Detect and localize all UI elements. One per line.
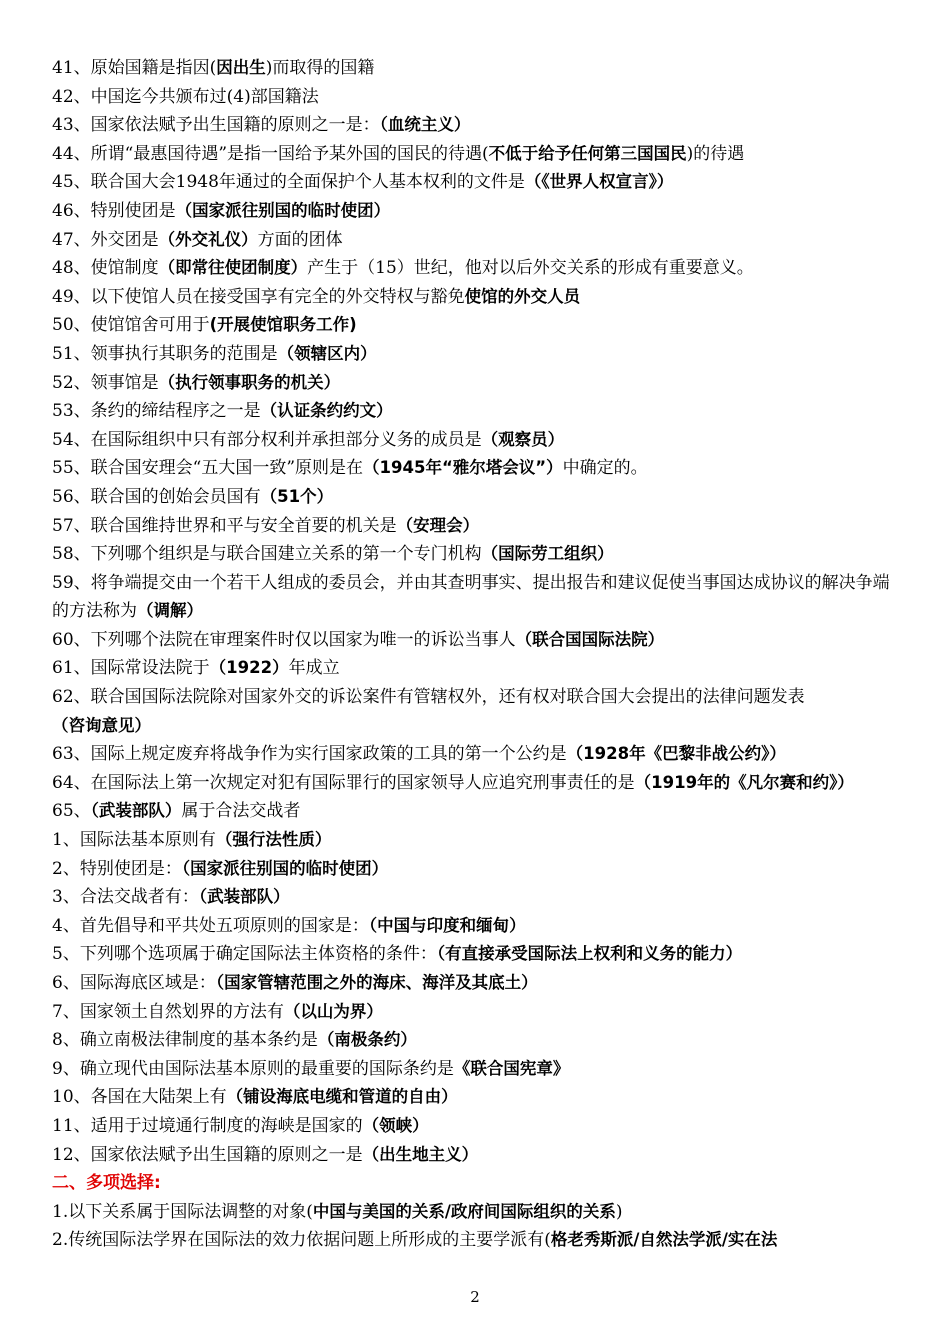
question-text: 1.以下关系属于国际法调整的对象(	[52, 1201, 313, 1222]
question-line	[52, 769, 900, 798]
question-line	[52, 1226, 900, 1255]
question-text: 44、所谓“最惠国待遇”是指一国给予某外国的国民的待遇(	[52, 143, 489, 164]
question-text: 6、国际海底区域是：	[52, 973, 216, 993]
question-line	[52, 140, 900, 169]
question-text: 49、以下使馆人员在接受国享有完全的外交特权与豁免	[52, 286, 465, 307]
answer-text: （《世界人权宣言》）	[524, 172, 674, 192]
answer-text: （1922）	[209, 658, 289, 678]
answer-text: （认证条约约文）	[260, 401, 393, 421]
question-line	[52, 683, 900, 740]
question-line	[52, 226, 900, 255]
answer-text: 《联合国宪章》	[453, 1058, 570, 1078]
question-text: 1、国际法基本原则有	[52, 830, 216, 851]
answer-text: （武装部队）	[198, 887, 290, 907]
question-line	[52, 426, 900, 455]
question-text: 47、外交团是	[52, 229, 159, 250]
question-text: 54、在国际组织中只有部分权利并承担部分义务的成员是	[52, 429, 482, 450]
question-text: 43、国家依法赋予出生国籍的原则之一是：	[52, 115, 380, 136]
question-line	[52, 883, 900, 912]
question-text: 12、国家依法赋予出生国籍的原则之一是	[52, 1144, 363, 1165]
question-line	[52, 998, 900, 1027]
question-text: 64、在国际法上第一次规定对犯有国际罪行的国家领导人应追究刑事责任的是	[52, 772, 635, 793]
answer-text: （国家派往别国的临时使团）	[175, 200, 391, 220]
question-line	[52, 340, 900, 369]
question-line	[52, 283, 900, 312]
answer-text: （1928年《巴黎非战公约》）	[566, 744, 786, 764]
answer-text: 因出生	[216, 58, 266, 77]
answer-text: （强行法性质）	[215, 830, 332, 850]
question-line	[52, 168, 900, 197]
question-line	[52, 512, 900, 541]
question-text: 5、下列哪个选项属于确定国际法主体资格的条件：	[52, 944, 437, 965]
answer-text: （有直接承受国际法上权利和义务的能力）	[436, 944, 743, 964]
answer-text: （调解）	[137, 601, 203, 621]
question-text: 11、适用于过境通行制度的海峡是国家的	[52, 1115, 363, 1136]
question-text-suffix: )而取得的国籍	[265, 58, 375, 78]
question-text: 41、原始国籍是指因(	[52, 58, 217, 78]
question-line	[52, 311, 900, 340]
question-list	[52, 54, 900, 1169]
question-line	[52, 1198, 900, 1227]
answer-text: （外交礼仪）	[158, 229, 258, 249]
answer-text: （中国与印度和缅甸）	[368, 915, 526, 935]
question-line	[52, 197, 900, 226]
multiple-choice-list	[52, 1198, 900, 1255]
question-text: 55、联合国安理会“五大国一致”原则是在	[52, 458, 364, 479]
question-line	[52, 569, 900, 626]
question-text: 4、首先倡导和平共处五项原则的国家是：	[52, 915, 369, 936]
question-text: 10、各国在大陆架上有	[52, 1087, 227, 1108]
question-text: 58、下列哪个组织是与联合国建立关系的第一个专门机构	[52, 544, 482, 565]
question-text-suffix: 属于合法交战者	[181, 801, 301, 822]
answer-text: （执行领事职务的机关）	[158, 372, 341, 392]
answer-text: （南极条约）	[317, 1030, 417, 1050]
answer-text: （血统主义）	[379, 115, 471, 135]
question-line	[52, 940, 900, 969]
answer-text: （安理会）	[396, 515, 480, 535]
question-line	[52, 369, 900, 398]
question-text: 45、联合国大会1948年通过的全面保护个人基本权利的文件是	[52, 172, 525, 193]
answer-text: （国际劳工组织）	[481, 544, 614, 564]
question-line	[52, 1112, 900, 1141]
question-line	[52, 397, 900, 426]
question-text: 60、下列哪个法院在审理案件时仅以国家为唯一的诉讼当事人	[52, 629, 516, 650]
question-line	[52, 54, 900, 83]
question-line	[52, 797, 900, 826]
question-text: 46、特别使团是	[52, 200, 176, 221]
question-text: 62、联合国国际法院除对国家外交的诉讼案件有管辖权外，还有权对联合国大会提出的法律问题发表	[52, 687, 805, 708]
question-text: 51、领事执行其职务的范围是	[52, 343, 278, 364]
question-line	[52, 1083, 900, 1112]
question-text: 59、将争端提交由一个若干人组成的委员会，并由其查明事实、提出报告和建议促使当事国达成协议的解决争端的方法称为	[52, 572, 890, 622]
answer-text: （铺设海底电缆和管道的自由）	[226, 1087, 458, 1107]
question-line	[52, 540, 900, 569]
answer-text: （1919年的《凡尔赛和约》）	[634, 772, 854, 792]
section-title-multiple-choice: 二、多项选择:	[52, 1173, 161, 1194]
answer-text: （国家管辖范围之外的海床、海洋及其底土）	[215, 973, 538, 992]
answer-text: （领辖区内）	[277, 343, 377, 363]
question-line	[52, 454, 900, 483]
answer-text: （咨询意见）	[52, 715, 151, 735]
answer-text: 使馆的外交人员	[464, 286, 581, 306]
answer-text: （观察员）	[481, 429, 565, 449]
answer-text: （1945年“雅尔塔会议”）	[363, 458, 563, 478]
answer-text: （领峡）	[362, 1115, 429, 1135]
question-line	[52, 83, 900, 112]
question-text-suffix: )	[615, 1201, 623, 1222]
answer-text: 中国与美国的关系/政府间国际组织的关系	[312, 1201, 616, 1221]
question-text-suffix: 方面的团体	[257, 229, 343, 250]
question-text: 9、确立现代由国际法基本原则的最重要的国际条约是	[52, 1058, 454, 1079]
question-text-suffix: )的待遇	[686, 143, 745, 164]
question-line	[52, 626, 900, 655]
answer-text: （出生地主义）	[362, 1144, 479, 1164]
answer-text: 格老秀斯派/自然法学派/实在法	[550, 1230, 778, 1250]
question-text-suffix: 年成立	[288, 658, 340, 679]
question-text: 48、使馆制度	[52, 258, 159, 279]
page-number: 2	[470, 1288, 480, 1306]
question-line	[52, 912, 900, 941]
question-line	[52, 826, 900, 855]
answer-text: （即常往使团制度）	[158, 258, 308, 278]
question-line	[52, 969, 900, 998]
document-page	[52, 54, 900, 1255]
question-line	[52, 740, 900, 769]
answer-text: (开展使馆职务工作)	[209, 315, 357, 335]
question-text-suffix: 产生于（15）世纪，他对以后外交关系的形成有重要意义。	[307, 258, 754, 279]
question-text: 56、联合国的创始会员国有	[52, 486, 261, 507]
question-text: 3、合法交战者有：	[52, 887, 199, 908]
question-text: 53、条约的缔结程序之一是	[52, 401, 261, 422]
question-text: 65、	[52, 801, 91, 822]
question-line	[52, 654, 900, 683]
question-text: 7、国家领土自然划界的方法有	[52, 1001, 284, 1022]
question-text: 52、领事馆是	[52, 372, 159, 393]
question-line	[52, 254, 900, 283]
question-text-suffix: 中确定的。	[562, 458, 648, 479]
answer-text: （联合国国际法院）	[515, 629, 665, 649]
question-text: 63、国际上规定废弃将战争作为实行国家政策的工具的第一个公约是	[52, 744, 567, 765]
question-text: 42、中国迄今共颁布过(4)部国籍法	[52, 86, 319, 107]
question-text: 8、确立南极法律制度的基本条约是	[52, 1030, 318, 1051]
question-line	[52, 483, 900, 512]
question-line	[52, 1141, 900, 1170]
answer-text: （51个）	[260, 486, 334, 506]
question-line	[52, 111, 900, 140]
question-text: 2.传统国际法学界在国际法的效力依据问题上所形成的主要学派有(	[52, 1230, 551, 1251]
answer-text: （武装部队）	[90, 801, 182, 821]
question-text: 2、特别使团是：	[52, 858, 182, 879]
question-line	[52, 1026, 900, 1055]
answer-text: （国家派往别国的临时使团）	[181, 858, 389, 878]
question-line	[52, 1055, 900, 1084]
question-text: 61、国际常设法院于	[52, 658, 210, 679]
question-line	[52, 855, 900, 884]
question-text: 57、联合国维持世界和平与安全首要的机关是	[52, 515, 397, 536]
answer-text: （以山为界）	[283, 1001, 383, 1021]
answer-text: 不低于给予任何第三国国民	[488, 143, 687, 163]
question-text: 50、使馆馆舍可用于	[52, 315, 210, 336]
